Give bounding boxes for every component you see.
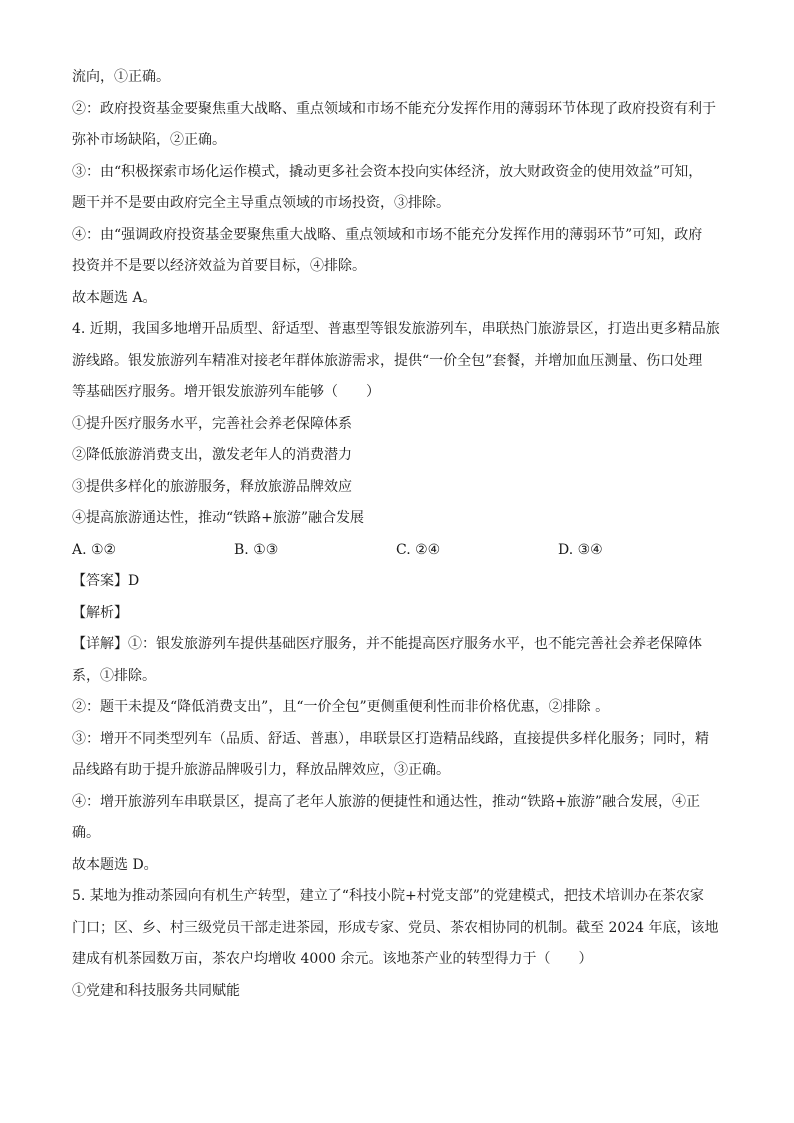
text-line: 投资并不是要以经济效益为首要目标，④排除。 <box>72 258 366 274</box>
conclusion-line: 故本题选 A。 <box>72 289 157 306</box>
statement-item: ①党建和科技服务共同赋能 <box>72 982 240 999</box>
statement-item: ①提升医疗服务水平，完善社会养老保障体系 <box>72 415 352 432</box>
q3-analysis-continued <box>72 62 722 314</box>
question-stem-line: 5. 某地为推动茶园向有机生产转型，建立了“科技小院+村党支部”的党建模式，把技术培训办在茶农家 <box>72 888 704 904</box>
answer-label: 【答案】 <box>72 573 128 589</box>
question-stem-line: 游线路。银发旅游列车精准对接老年群体旅游需求，提供“一价全包”套餐，并增加血压测量、伤口处理 <box>72 352 703 369</box>
analysis-line: 品线路有助于提升旅游品牌吸引力，释放品牌效应，③正确。 <box>72 762 450 778</box>
statement-item: ④提高旅游通达性，推动“铁路+旅游”融合发展 <box>72 510 365 526</box>
text-line: ②：政府投资基金要聚焦重大战略、重点领域和市场不能充分发挥作用的薄弱环节体现了政府投资有利于 <box>72 100 716 117</box>
question-stem-line: 4. 近期，我国多地增开品质型、舒适型、普惠型等银发旅游列车，串联热门旅游景区，打造出更多精品旅 <box>72 321 720 337</box>
question-stem-line: 门口；区、乡、村三级党员干部走进茶园，形成专家、党员、茶农相协同的机制。截至 2024 年底，该地 <box>72 919 719 936</box>
text-line: ③：由“积极探索市场化运作模式，撬动更多社会资本投向实体经济，放大财政资金的使用效益”可知， <box>72 163 703 180</box>
option-b: B. ①③ <box>234 541 279 558</box>
option-a: A. ①② <box>72 541 117 558</box>
analysis-label: 【解析】 <box>72 604 128 621</box>
conclusion-line: 故本题选 D。 <box>72 856 158 873</box>
question-5 <box>72 881 722 1007</box>
analysis-line: ③：增开不同类型列车（品质、舒适、普惠），串联景区打造精品线路，直接提供多样化服务；同时，精 <box>72 730 709 747</box>
answer-options <box>72 535 722 567</box>
text-line: 流向，①正确。 <box>72 69 170 85</box>
analysis-line: 系，①排除。 <box>72 667 156 684</box>
answer-line <box>72 566 722 598</box>
statement-item: ②降低旅游消费支出，激发老年人的消费潜力 <box>72 447 352 463</box>
question-4 <box>72 314 722 881</box>
text-line: ④：由“强调政府投资基金要聚焦重大战略、重点领域和市场不能充分发挥作用的薄弱环节”可知，政府 <box>72 226 703 243</box>
answer-value: D <box>128 573 140 589</box>
option-d: D. ③④ <box>558 541 603 558</box>
option-c: C. ②④ <box>396 541 441 558</box>
question-stem-line: 等基础医疗服务。增开银发旅游列车能够（ ） <box>72 384 380 400</box>
text-line: 弥补市场缺陷，②正确。 <box>72 132 226 148</box>
analysis-line: ②：题干未提及“降低消费支出”，且“一价全包”更侧重便利性而非价格优惠，②排除 。 <box>72 699 610 715</box>
question-stem-line: 建成有机茶园数万亩，茶农户均增收 4000 余元。该地茶产业的转型得力于（ ） <box>72 951 593 967</box>
text-line: 题干并不是要由政府完全主导重点领域的市场投资，③排除。 <box>72 195 450 211</box>
analysis-line: ④：增开旅游列车串联景区，提高了老年人旅游的便捷性和通达性，推动“铁路+旅游”融合发展，④正 <box>72 793 701 810</box>
analysis-line: 【详解】①：银发旅游列车提供基础医疗服务，并不能提高医疗服务水平，也不能完善社会养老保障体 <box>72 636 702 652</box>
statement-item: ③提供多样化的旅游服务，释放旅游品牌效应 <box>72 478 352 495</box>
document-page <box>72 62 722 1007</box>
analysis-line: 确。 <box>72 825 100 841</box>
